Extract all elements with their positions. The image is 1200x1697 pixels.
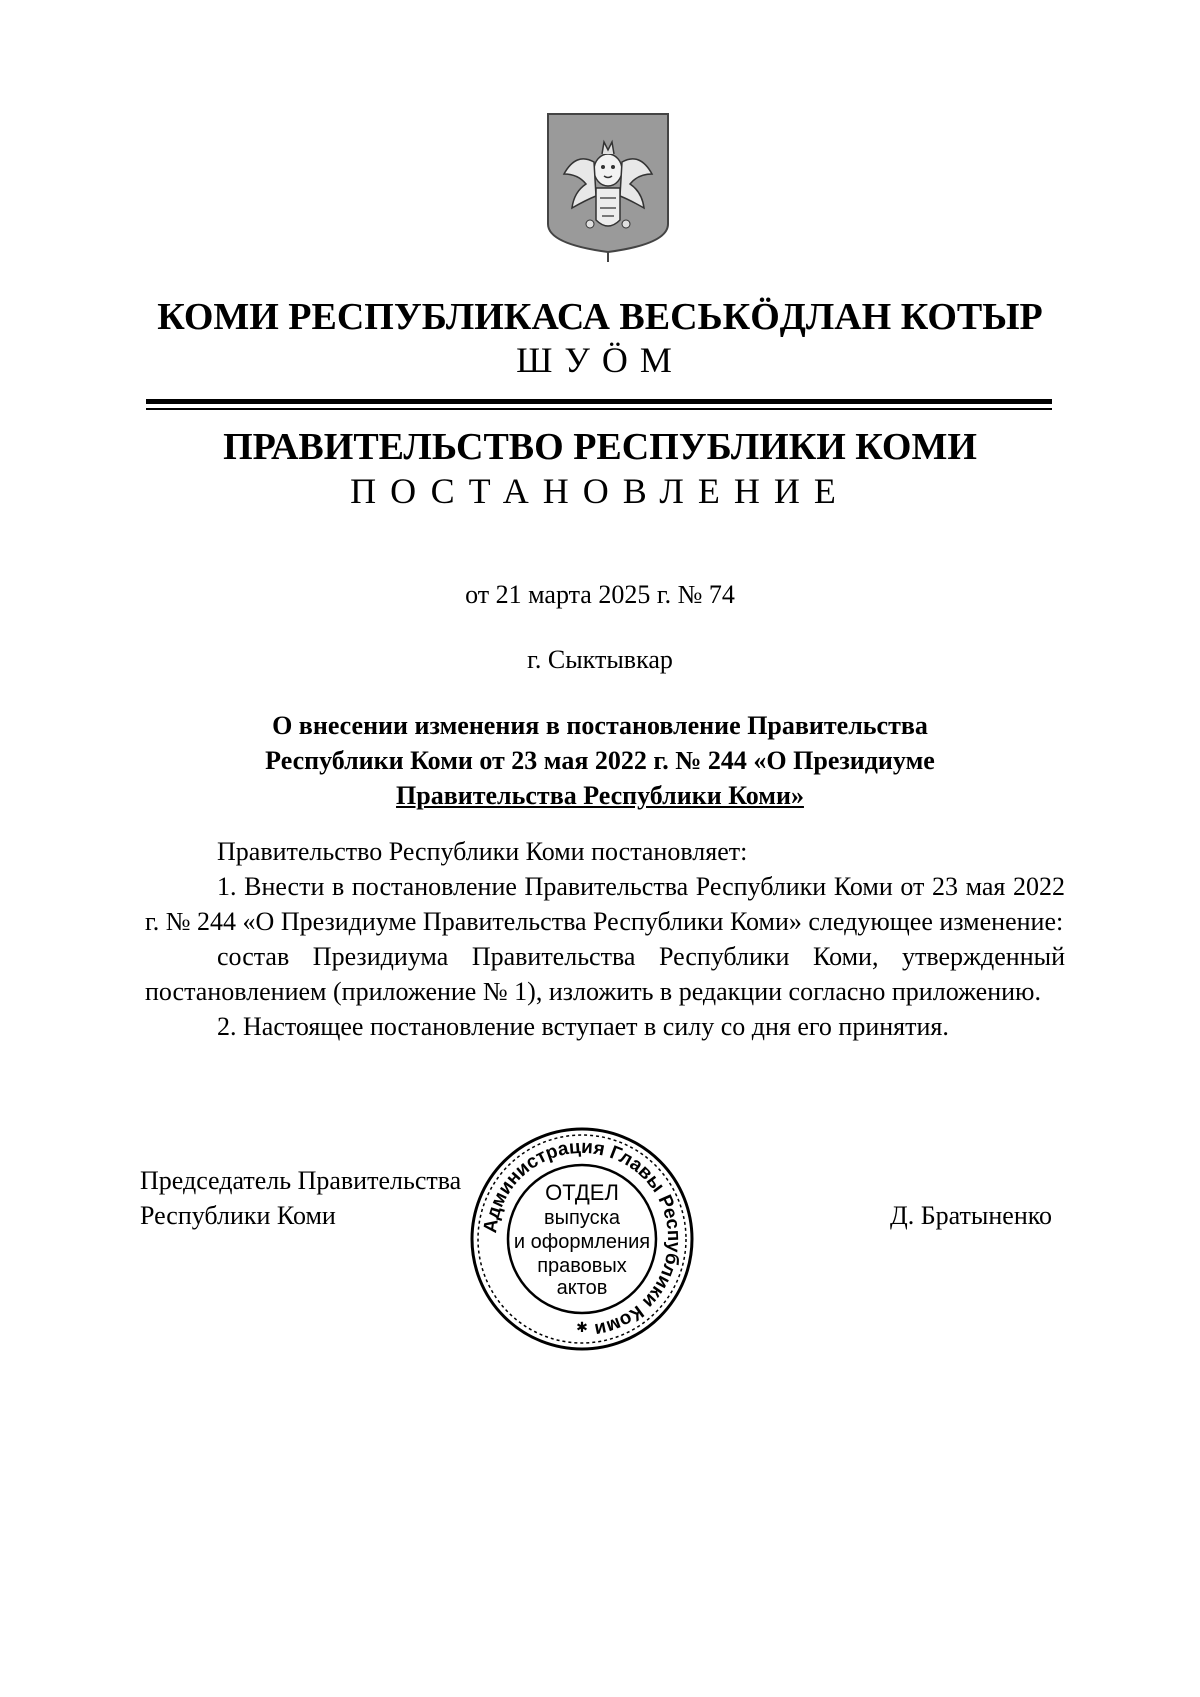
seal-text-line: и оформления <box>513 1231 651 1253</box>
government-title: ПРАВИТЕЛЬСТВО РЕСПУБЛИКИ КОМИ <box>223 426 977 468</box>
document-date-number: от 21 марта 2025 г. № 74 <box>465 580 735 609</box>
signatory-position <box>140 1163 461 1233</box>
body-paragraph: состав Президиума Правительства Республики Коми, утвержденный постановлением (приложение № 1), изложить в редакции согласно приложению. <box>145 942 1065 1006</box>
body-paragraph: 1. Внести в постановление Правительства Республики Коми от 23 мая 2022 г. № 244 «О Президиуме Правительства Республики Коми» следующее изменение: <box>145 872 1065 936</box>
komi-government-title: КОМИ РЕСПУБЛИКАСА ВЕСЬКÖДЛАН КОТЫР <box>157 296 1043 338</box>
komi-document-type: ШУÖМ <box>516 340 684 380</box>
seal-text-line: правовых <box>537 1255 627 1277</box>
document-city: г. Сыктывкар <box>527 645 673 674</box>
signatory-name: Д. Братыненко <box>890 1201 1053 1230</box>
coat-of-arms-icon <box>546 112 670 264</box>
signatory-position-line: Республики Коми <box>140 1201 336 1230</box>
signatory-position-line: Председатель Правительства <box>140 1166 462 1195</box>
document-subject <box>150 708 1050 813</box>
header-divider-thick <box>146 399 1052 404</box>
seal-ring-text: Администрация Главы Республики Коми <box>480 1136 685 1341</box>
official-seal-icon <box>468 1126 696 1352</box>
subject-line: Республики Коми от 23 мая 2022 г. № 244 «О Президиуме <box>265 746 935 775</box>
header-divider-thin <box>146 408 1052 410</box>
subject-line: Правительства Республики Коми» <box>396 781 804 810</box>
body-paragraph: 2. Настоящее постановление вступает в силу со дня его принятия. <box>217 1012 949 1041</box>
seal-star-icon: ✱ <box>576 1321 588 1336</box>
seal-text-line: ОТДЕЛ <box>545 1180 619 1205</box>
subject-line: О внесении изменения в постановление Правительства <box>272 711 928 740</box>
body-paragraph: Правительство Республики Коми постановляет: <box>217 837 748 866</box>
seal-text-line: выпуска <box>544 1207 620 1229</box>
document-body <box>145 834 1065 1044</box>
document-type: ПОСТАНОВЛЕНИЕ <box>350 471 850 511</box>
seal-text-line: актов <box>556 1277 608 1299</box>
